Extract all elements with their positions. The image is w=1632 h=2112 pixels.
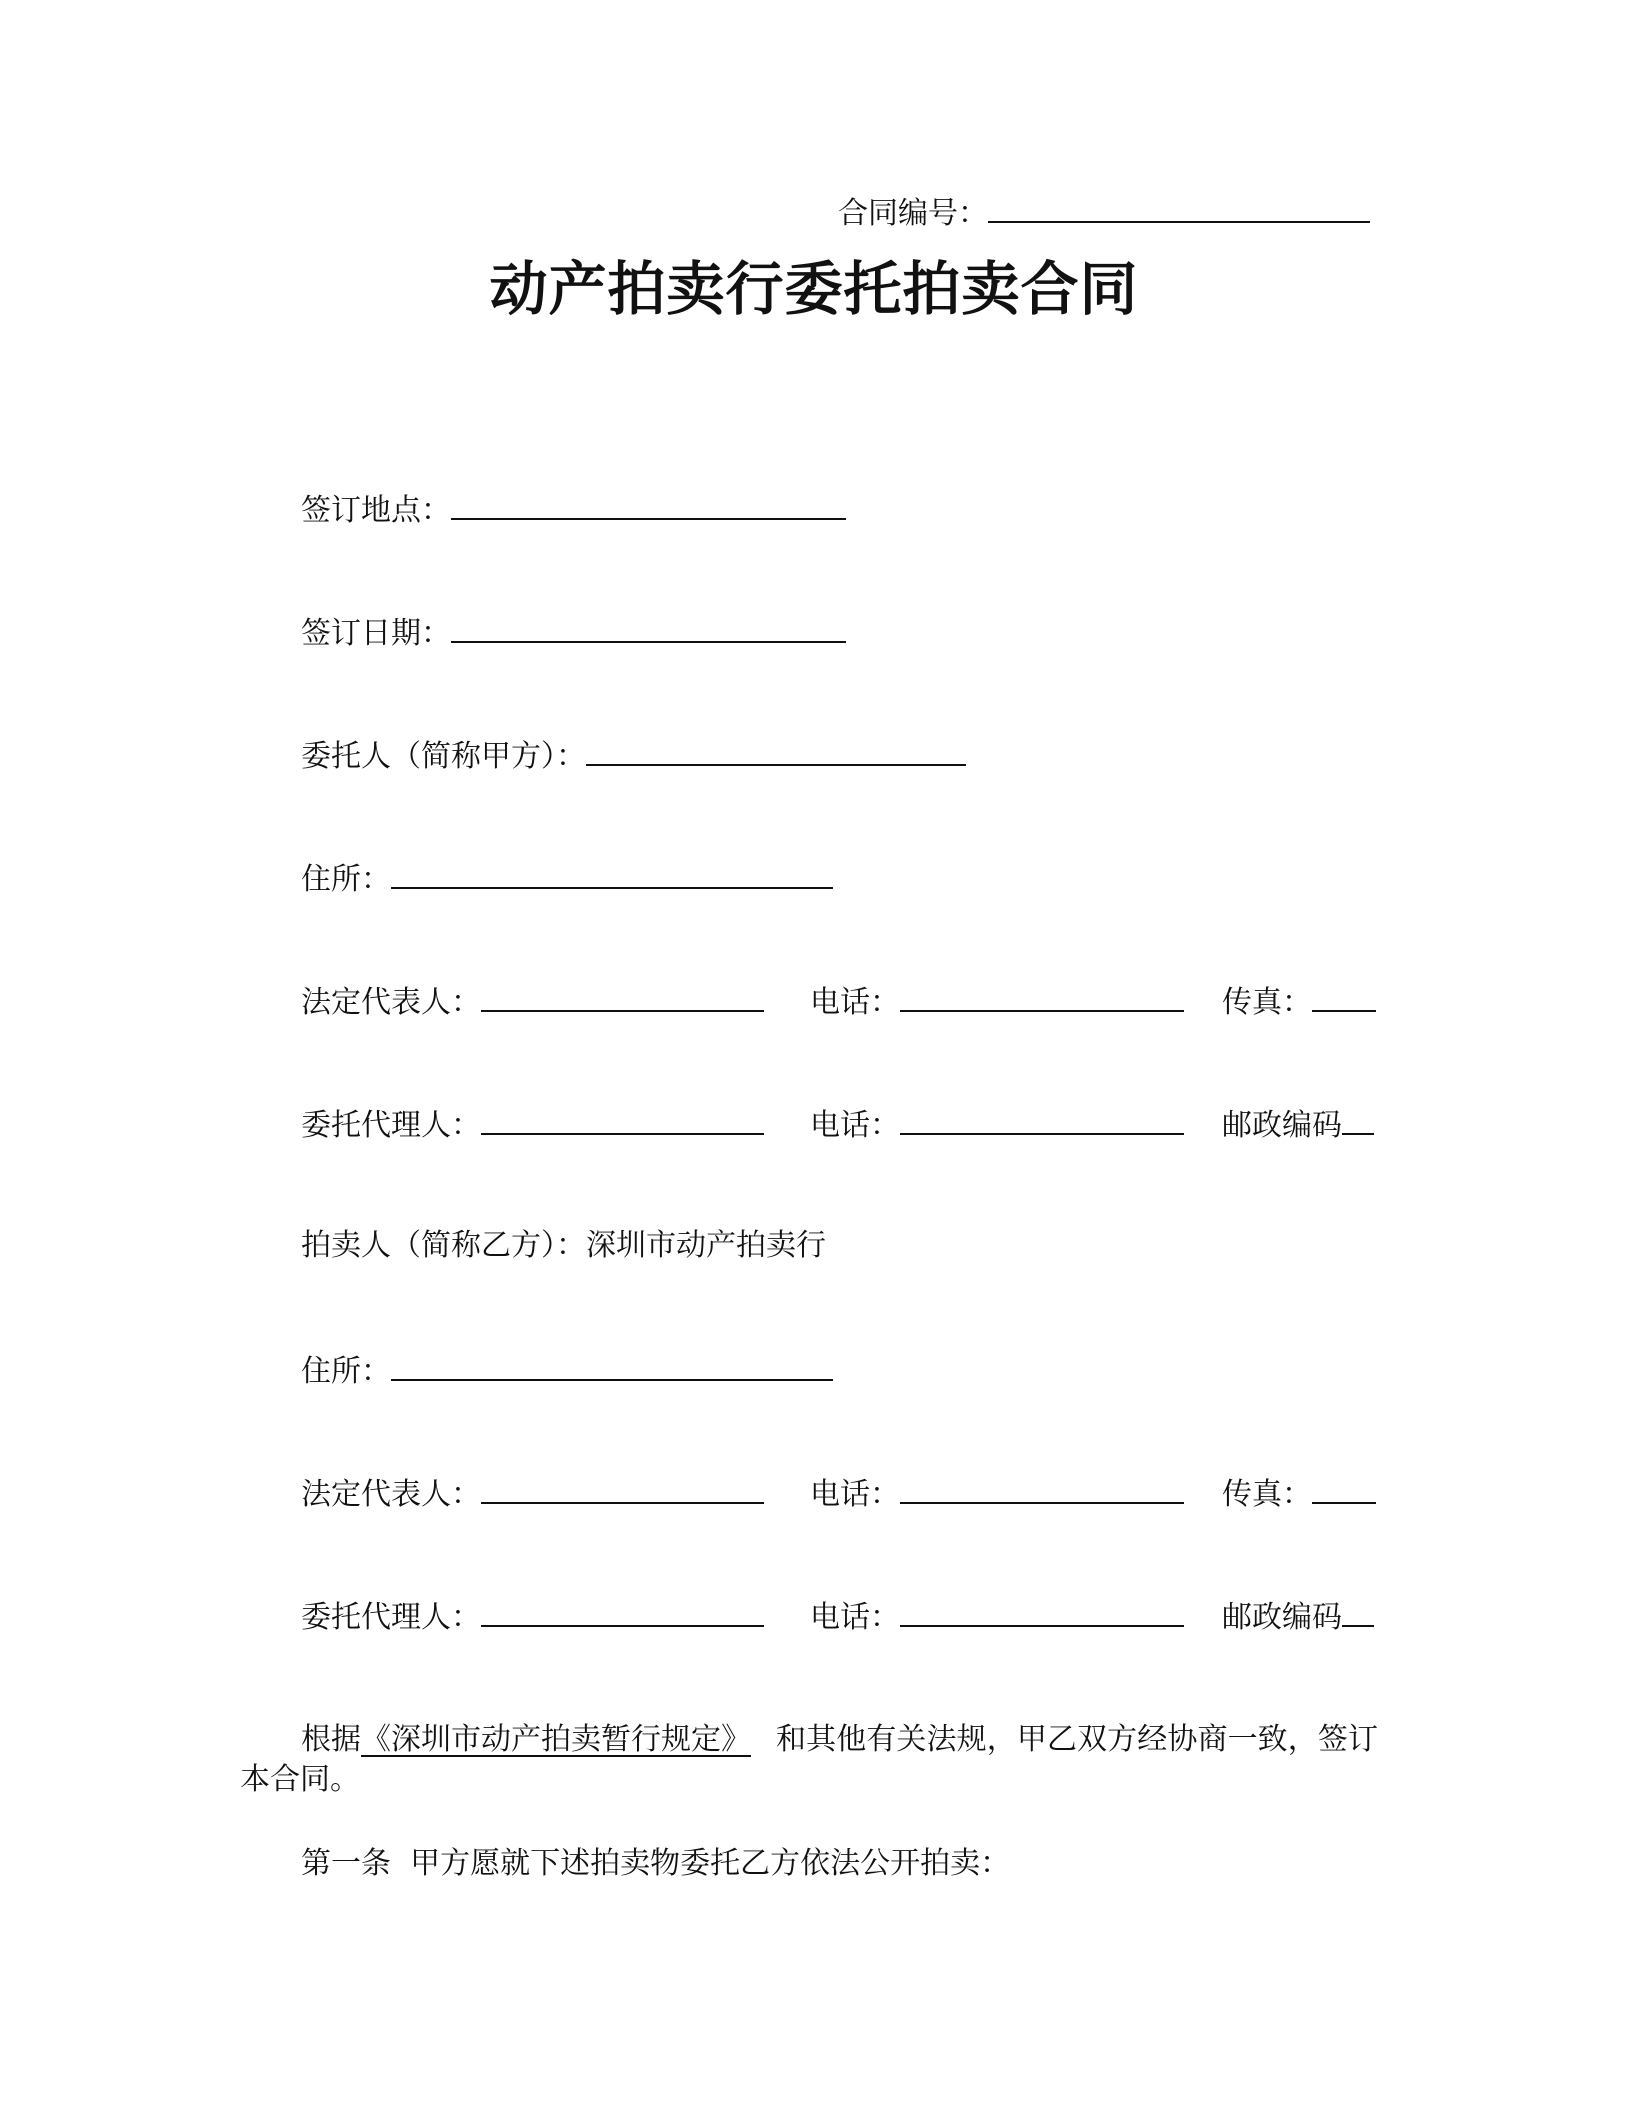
contract-number-row bbox=[838, 191, 1370, 234]
client-legal-rep-phone bbox=[810, 980, 1184, 1023]
client-postcode bbox=[1222, 1103, 1374, 1146]
document-title: 动产拍卖行委托拍卖合同 bbox=[489, 255, 1139, 323]
client-legal-rep-phone-label: 电话： bbox=[810, 985, 900, 1020]
client-agent-phone-blank bbox=[900, 1103, 1184, 1135]
sign-place-row bbox=[301, 488, 846, 531]
client-postcode-label: 邮政编码 bbox=[1222, 1108, 1342, 1143]
auctioneer-agent-label: 委托代理人： bbox=[301, 1600, 481, 1635]
client-label: 委托人（简称甲方）： bbox=[301, 739, 586, 774]
auctioneer-fax-blank bbox=[1312, 1472, 1376, 1504]
paragraph-basis-suffix: 和其他有关法规，甲乙双方经协商一致，签订本合同。 bbox=[240, 1722, 1378, 1797]
auctioneer-legal-rep-row bbox=[301, 1472, 764, 1515]
paragraph-basis-prefix: 根据 bbox=[301, 1722, 361, 1757]
auctioneer-address-blank bbox=[391, 1349, 833, 1381]
auctioneer-agent-phone bbox=[810, 1595, 1184, 1638]
sign-date-label: 签订日期： bbox=[301, 616, 451, 651]
client-blank bbox=[586, 734, 966, 766]
auctioneer-agent-phone-blank bbox=[900, 1595, 1184, 1627]
client-postcode-blank bbox=[1342, 1103, 1374, 1135]
sign-place-label: 签订地点： bbox=[301, 493, 451, 528]
auctioneer-legal-rep-phone bbox=[810, 1472, 1184, 1515]
auctioneer-label: 拍卖人（简称乙方）：深圳市动产拍卖行 bbox=[301, 1228, 826, 1263]
client-fax bbox=[1222, 980, 1376, 1023]
client-legal-rep-phone-blank bbox=[900, 980, 1184, 1012]
client-address-row bbox=[301, 857, 833, 900]
client-legal-rep-blank bbox=[481, 980, 764, 1012]
auctioneer-fax-label: 传真： bbox=[1222, 1477, 1312, 1512]
client-fax-blank bbox=[1312, 980, 1376, 1012]
auctioneer-agent-phone-label: 电话： bbox=[810, 1600, 900, 1635]
auctioneer-agent-blank bbox=[481, 1595, 764, 1627]
regulation-reference: 《深圳市动产拍卖暂行规定》 bbox=[361, 1722, 751, 1757]
client-legal-rep-row bbox=[301, 980, 764, 1023]
auctioneer-agent-row bbox=[301, 1595, 764, 1638]
sign-place-blank bbox=[451, 488, 846, 520]
sign-date-row bbox=[301, 611, 846, 654]
contract-number-label: 合同编号： bbox=[838, 196, 988, 231]
auctioneer-address-row bbox=[301, 1349, 833, 1392]
auctioneer-legal-rep-phone-blank bbox=[900, 1472, 1184, 1504]
auctioneer-fax bbox=[1222, 1472, 1376, 1515]
auctioneer-legal-rep-phone-label: 电话： bbox=[810, 1477, 900, 1512]
auctioneer-legal-rep-label: 法定代表人： bbox=[301, 1477, 481, 1512]
client-row bbox=[301, 734, 966, 777]
client-address-blank bbox=[391, 857, 833, 889]
client-agent-phone bbox=[810, 1103, 1184, 1146]
client-agent-blank bbox=[481, 1103, 764, 1135]
auctioneer-postcode-label: 邮政编码 bbox=[1222, 1600, 1342, 1635]
client-agent-phone-label: 电话： bbox=[810, 1108, 900, 1143]
client-agent-label: 委托代理人： bbox=[301, 1108, 481, 1143]
paragraph-basis bbox=[240, 1720, 1378, 1800]
client-legal-rep-label: 法定代表人： bbox=[301, 985, 481, 1020]
auctioneer-row bbox=[301, 1226, 826, 1266]
sign-date-blank bbox=[451, 611, 846, 643]
auctioneer-legal-rep-blank bbox=[481, 1472, 764, 1504]
contract-number-blank bbox=[988, 191, 1370, 223]
article-1: 第一条 甲方愿就下述拍卖物委托乙方依法公开拍卖： bbox=[301, 1846, 1011, 1881]
auctioneer-postcode-blank bbox=[1342, 1595, 1374, 1627]
auctioneer-postcode bbox=[1222, 1595, 1374, 1638]
client-address-label: 住所： bbox=[301, 862, 391, 897]
client-fax-label: 传真： bbox=[1222, 985, 1312, 1020]
client-agent-row bbox=[301, 1103, 764, 1146]
auctioneer-address-label: 住所： bbox=[301, 1354, 391, 1389]
